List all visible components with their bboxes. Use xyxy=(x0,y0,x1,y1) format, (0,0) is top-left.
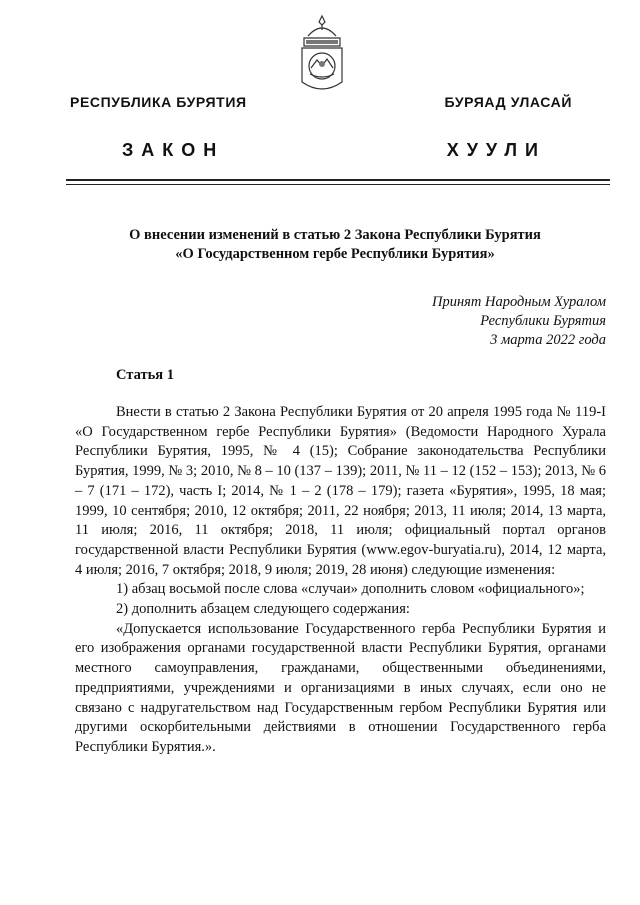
coat-of-arms-emblem-icon xyxy=(296,14,348,98)
title-line-2: «О Государственном гербе Республики Бурятия» xyxy=(175,246,495,262)
title-line-1: О внесении изменений в статью 2 Закона Республики Бурятия xyxy=(129,227,541,243)
adoption-date: 3 марта 2022 года xyxy=(490,332,606,348)
article-paragraph: «Допускается использование Государственного герба Республики Бурятия и его изображения органами государственной власти Республики Бурятия, органами местного самоуправления, гражданами, общественными объединениями, предприятиями, учреждениями и организациями в иных случаях, если оно не связано с надругательством над Государственным гербом Республики Бурятия или другими оскорбительными действиями в отношении Государственного герба Республики Бурятия.». xyxy=(75,620,606,755)
adoption-note xyxy=(432,293,606,350)
article-heading: Статья 1 xyxy=(116,367,174,383)
adoption-line-1: Принят Народным Хуралом xyxy=(431,294,606,310)
article-paragraph: 1) абзац восьмой после слова «случаи» дополнить словом «официального»; xyxy=(116,581,585,598)
republic-name-bu: БУРЯАД УЛАСАЙ xyxy=(444,94,572,110)
article-paragraph: Внести в статью 2 Закона Республики Бурятия от 20 апреля 1995 года № 119-I «О Государственном гербе Республики Бурятия» (Ведомости Народного Хурала Республики Бурятия, 1995, № 4 (15); Собрание законодательства Республики Бурятия, 1999, № 3; 2010, № 8 – 10 (137 – 139); 2011, № 11 – 12 (152 – 153); 2013, № 6 – 7 (171 – 172), часть I; 2014, № 1 – 2 (178 – 179); газета «Бурятия», 1995, 18 мая; 1999, 10 сентября; 2010, 12 октября; 2011, 22 ноября; 2013, 11 июля; 2014, 13 марта, 11 июля; 2016, 11 октября; 2018, 11 июля; официальный портал органов государственной власти Республики Бурятия (www.egov-buryatia.ru), 2014, 12 марта, 4 июля; 2016, 7 октября; 2018, 9 июля; 2019, 28 июня) следующие изменения: xyxy=(75,404,606,578)
law-label-ru: ЗАКОН xyxy=(122,140,225,160)
republic-name-ru: РЕСПУБЛИКА БУРЯТИЯ xyxy=(70,94,247,110)
document-title xyxy=(70,226,600,264)
header-divider-thick xyxy=(66,179,610,181)
header-divider-thin xyxy=(66,184,610,185)
article-paragraph: 2) дополнить абзацем следующего содержания: xyxy=(116,601,410,618)
adoption-line-2: Республики Бурятия xyxy=(480,313,606,329)
law-label-bu: ХУУЛИ xyxy=(446,140,546,160)
article-body xyxy=(75,403,606,758)
